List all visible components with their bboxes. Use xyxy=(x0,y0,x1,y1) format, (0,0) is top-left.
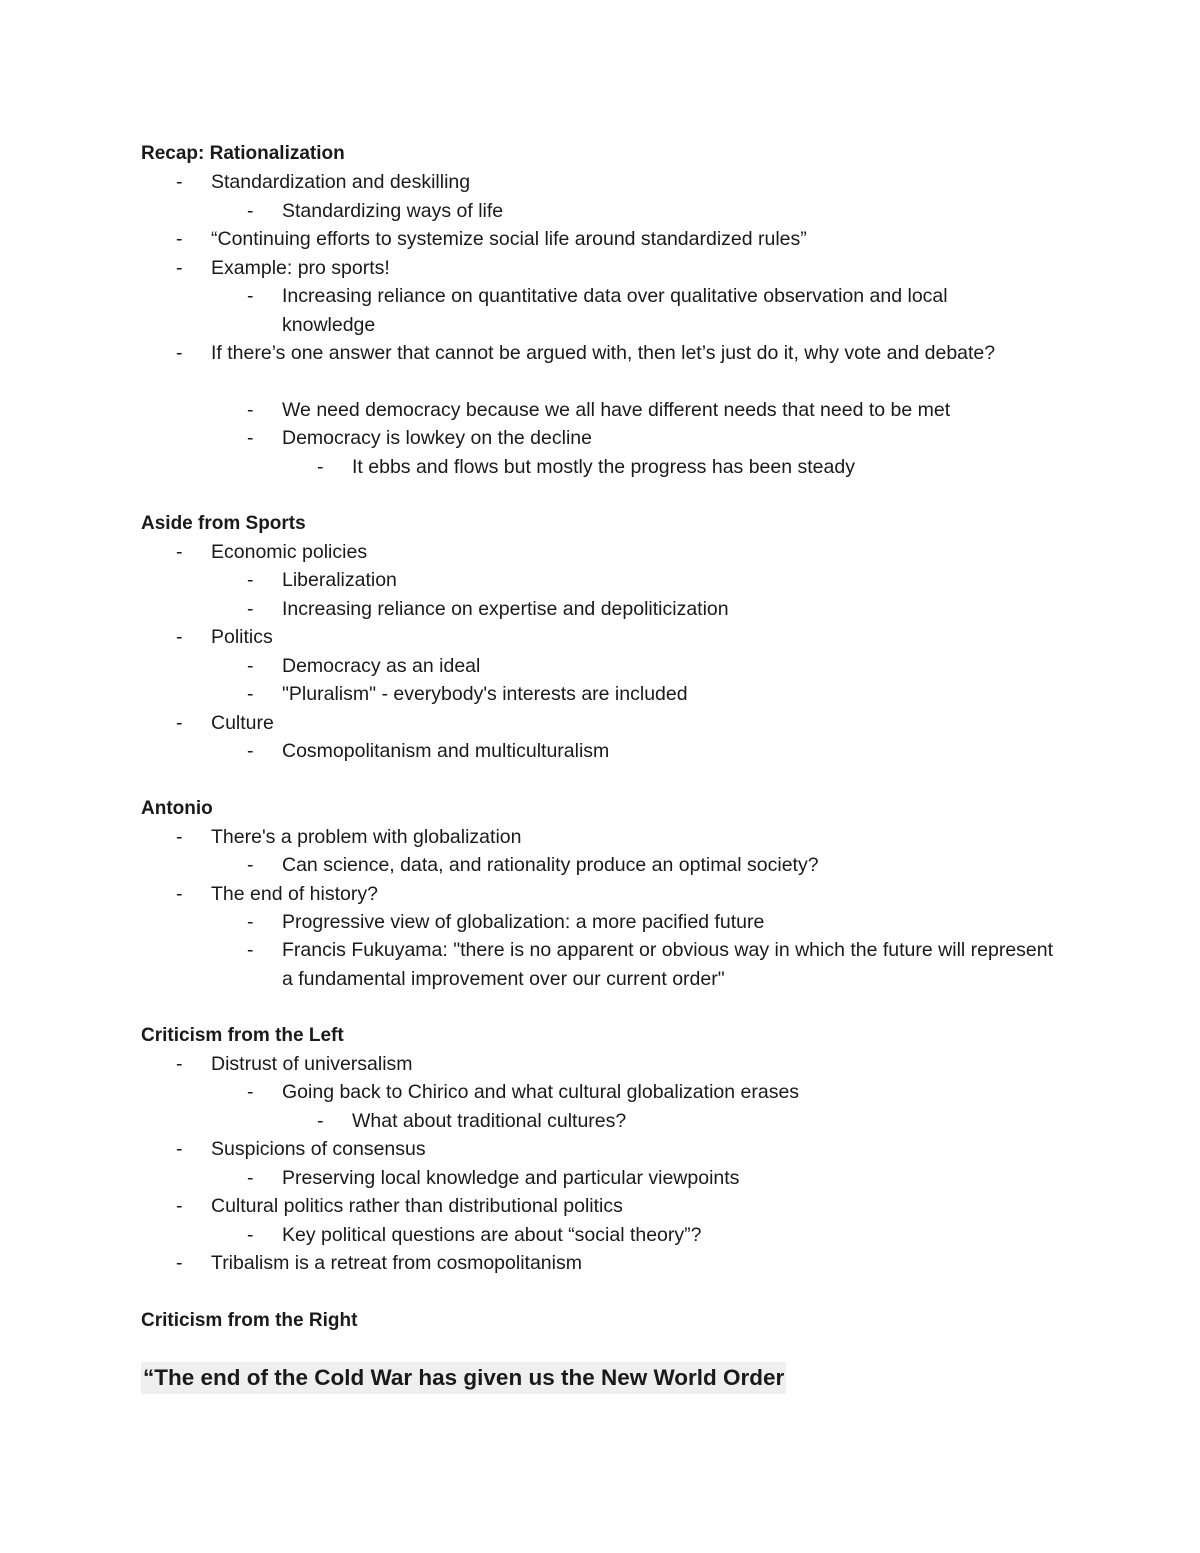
bullet: - xyxy=(247,740,254,762)
bullet: - xyxy=(247,939,254,961)
list-item: Tribalism is a retreat from cosmopolitanism xyxy=(211,1252,582,1274)
bullet: - xyxy=(247,854,254,876)
bullet: - xyxy=(176,257,183,279)
bullet: - xyxy=(247,1167,254,1189)
bullet: - xyxy=(176,342,183,364)
bullet: - xyxy=(176,883,183,905)
bullet: - xyxy=(247,1081,254,1103)
list-item: Distrust of universalism xyxy=(211,1053,413,1075)
list-item: Progressive view of globalization: a more pacified future xyxy=(282,911,765,933)
list-item: Culture xyxy=(211,712,274,734)
bullet: - xyxy=(247,1224,254,1246)
bullet: - xyxy=(176,1195,183,1217)
list-item: Economic policies xyxy=(211,541,368,563)
bullet: - xyxy=(176,1252,183,1274)
bullet: - xyxy=(176,228,183,250)
list-item: Standardization and deskilling xyxy=(211,171,471,193)
list-item: Francis Fukuyama: "there is no apparent or obvious way in which the future will represent a fundamental improvement over our current order" xyxy=(282,939,1054,990)
list-item: Increasing reliance on quantitative data over qualitative observation and local knowledge xyxy=(282,285,948,336)
list-item: Cultural politics rather than distributional politics xyxy=(211,1195,623,1217)
bullet: - xyxy=(247,598,254,620)
list-item: Key political questions are about “social theory”? xyxy=(282,1224,702,1246)
section-heading-criticism-left: Criticism from the Left xyxy=(141,1025,344,1046)
highlighted-quote: “The end of the Cold War has given us the New World Order xyxy=(141,1362,786,1394)
bullet: - xyxy=(247,427,254,449)
bullet: - xyxy=(176,712,183,734)
bullet: - xyxy=(317,456,324,478)
list-item: If there’s one answer that cannot be argued with, then let’s just do it, why vote and debate? xyxy=(211,342,996,364)
list-item: Democracy as an ideal xyxy=(282,655,481,677)
list-item: Standardizing ways of life xyxy=(282,200,504,222)
list-item: There's a problem with globalization xyxy=(211,826,522,848)
bullet: - xyxy=(247,399,254,421)
list-item: Preserving local knowledge and particular viewpoints xyxy=(282,1167,740,1189)
bullet: - xyxy=(247,911,254,933)
list-item: Democracy is lowkey on the decline xyxy=(282,427,592,449)
bullet: - xyxy=(247,569,254,591)
list-item: Going back to Chirico and what cultural globalization erases xyxy=(282,1081,800,1103)
list-item: What about traditional cultures? xyxy=(352,1110,627,1132)
bullet: - xyxy=(176,1138,183,1160)
list-item: Suspicions of consensus xyxy=(211,1138,426,1160)
list-item: Liberalization xyxy=(282,569,397,591)
bullet: - xyxy=(176,626,183,648)
bullet: - xyxy=(247,285,254,307)
section-heading-antonio: Antonio xyxy=(141,798,213,819)
bullet: - xyxy=(247,655,254,677)
list-item: We need democracy because we all have different needs that need to be met xyxy=(282,399,951,421)
list-item: Example: pro sports! xyxy=(211,257,390,279)
bullet: - xyxy=(176,826,183,848)
bullet: - xyxy=(176,171,183,193)
section-heading-criticism-right: Criticism from the Right xyxy=(141,1310,358,1331)
section-heading-recap: Recap: Rationalization xyxy=(141,143,345,164)
list-item: Politics xyxy=(211,626,273,648)
bullet: - xyxy=(247,683,254,705)
bullet: - xyxy=(176,1053,183,1075)
list-item: The end of history? xyxy=(211,883,378,905)
list-item: Increasing reliance on expertise and depoliticization xyxy=(282,598,729,620)
list-item: “Continuing efforts to systemize social life around standardized rules” xyxy=(211,228,807,250)
list-item: Cosmopolitanism and multiculturalism xyxy=(282,740,610,762)
bullet: - xyxy=(317,1110,324,1132)
bullet: - xyxy=(247,200,254,222)
bullet: - xyxy=(176,541,183,563)
section-heading-aside-from-sports: Aside from Sports xyxy=(141,513,306,534)
list-item: It ebbs and flows but mostly the progress has been steady xyxy=(352,456,855,478)
list-item: Can science, data, and rationality produce an optimal society? xyxy=(282,854,819,876)
list-item: "Pluralism" - everybody's interests are included xyxy=(282,683,688,705)
